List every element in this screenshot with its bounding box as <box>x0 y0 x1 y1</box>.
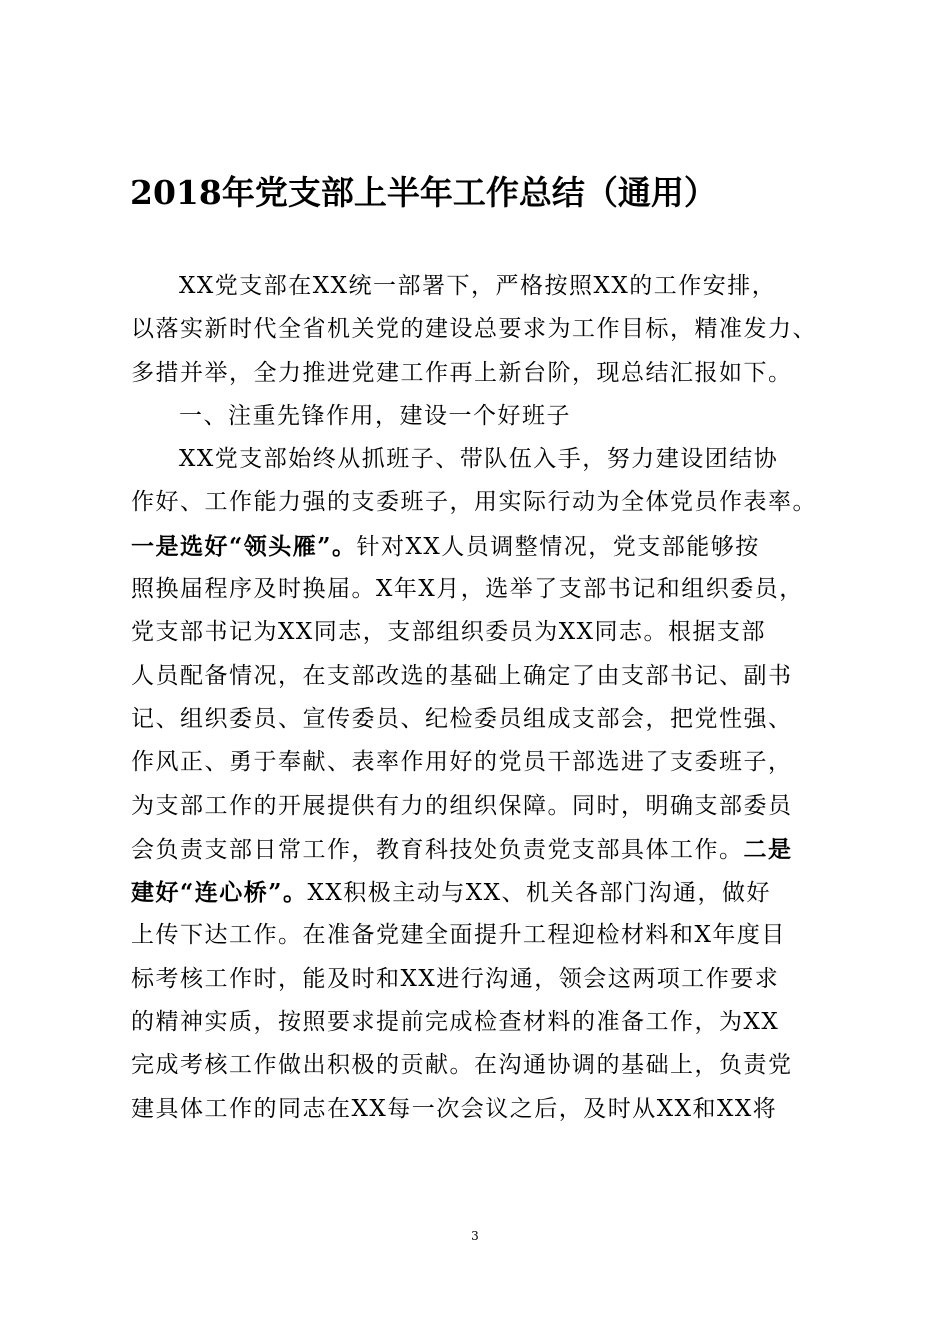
line-text: 上传下达工作。在准备党建全面提升工程迎检材料和X年度目 <box>131 922 786 949</box>
line-text: 照换届程序及时换届。X年X月，选举了支部书记和组织委员， <box>131 576 804 603</box>
paragraph-line <box>131 352 843 395</box>
line-text: XX党支部在XX统一部署下，严格按照XX的工作安排， <box>179 273 777 299</box>
line-text: 针对XX人员调整情况，党支部能够按 <box>356 533 760 560</box>
bold-lead: 一是选好“领头雁”。 <box>131 532 357 560</box>
line-text: 完成考核工作做出积极的贡献。在沟通协调的基础上，负责党 <box>131 1052 793 1079</box>
paragraph-line <box>131 698 843 741</box>
section-heading <box>131 395 843 438</box>
bold-lead: 二是 <box>743 835 793 863</box>
paragraph-line <box>131 525 843 568</box>
line-text: 作好、工作能力强的支委班子，用实际行动为全体党员作表率。 <box>131 489 817 516</box>
document-body <box>131 265 843 1131</box>
paragraph-line <box>131 611 843 654</box>
paragraph-line <box>131 1044 843 1087</box>
line-text: 的精神实质，按照要求提前完成检查材料的准备工作，为XX <box>131 1009 780 1036</box>
paragraph-line <box>131 568 843 611</box>
line-text: 党支部书记为XX同志，支部组织委员为XX同志。根据支部 <box>131 619 766 646</box>
line-text: XX积极主动与XX、机关各部门沟通，做好 <box>307 880 771 907</box>
paragraph-line <box>131 741 843 784</box>
paragraph-line <box>131 1088 843 1131</box>
line-text: 为支部工作的开展提供有力的组织保障。同时，明确支部委员 <box>131 792 793 819</box>
paragraph-line <box>131 914 843 957</box>
paragraph-line <box>131 655 843 698</box>
line-text: 以落实新时代全省机关党的建设总要求为工作目标，精准发力、 <box>131 316 817 343</box>
heading-text: 一、注重先锋作用，建设一个好班子 <box>179 402 571 429</box>
line-text: 会负责支部日常工作，教育科技处负责党支部具体工作。 <box>131 836 744 863</box>
line-text: XX党支部始终从抓班子、带队伍入手，努力建设团结协 <box>179 446 779 473</box>
paragraph-line <box>131 438 843 481</box>
line-text: 作风正、勇于奉献、表率作用好的党员干部选进了支委班子， <box>131 749 793 776</box>
paragraph-line <box>131 958 843 1001</box>
line-text: 标考核工作时，能及时和XX进行沟通，领会这两项工作要求 <box>131 965 780 992</box>
paragraph-line <box>131 828 843 871</box>
line-text: 记、组织委员、宣传委员、纪检委员组成支部会，把党性强、 <box>131 705 793 732</box>
paragraph-line <box>131 871 843 914</box>
paragraph-line <box>131 265 843 308</box>
page-number: 3 <box>471 1229 479 1243</box>
document-title: 2018年党支部上半年工作总结（通用） <box>130 173 717 212</box>
line-text: 人员配备情况，在支部改选的基础上确定了由支部书记、副书 <box>131 662 793 689</box>
paragraph-line <box>131 1001 843 1044</box>
paragraph-line <box>131 308 843 351</box>
paragraph-line <box>131 481 843 524</box>
line-text: 建具体工作的同志在XX每一次会议之后，及时从XX和XX将 <box>131 1095 778 1122</box>
line-text: 多措并举，全力推进党建工作再上新台阶，现总结汇报如下。 <box>131 359 793 386</box>
paragraph-line <box>131 785 843 828</box>
bold-lead: 建好“连心桥”。 <box>131 879 308 907</box>
